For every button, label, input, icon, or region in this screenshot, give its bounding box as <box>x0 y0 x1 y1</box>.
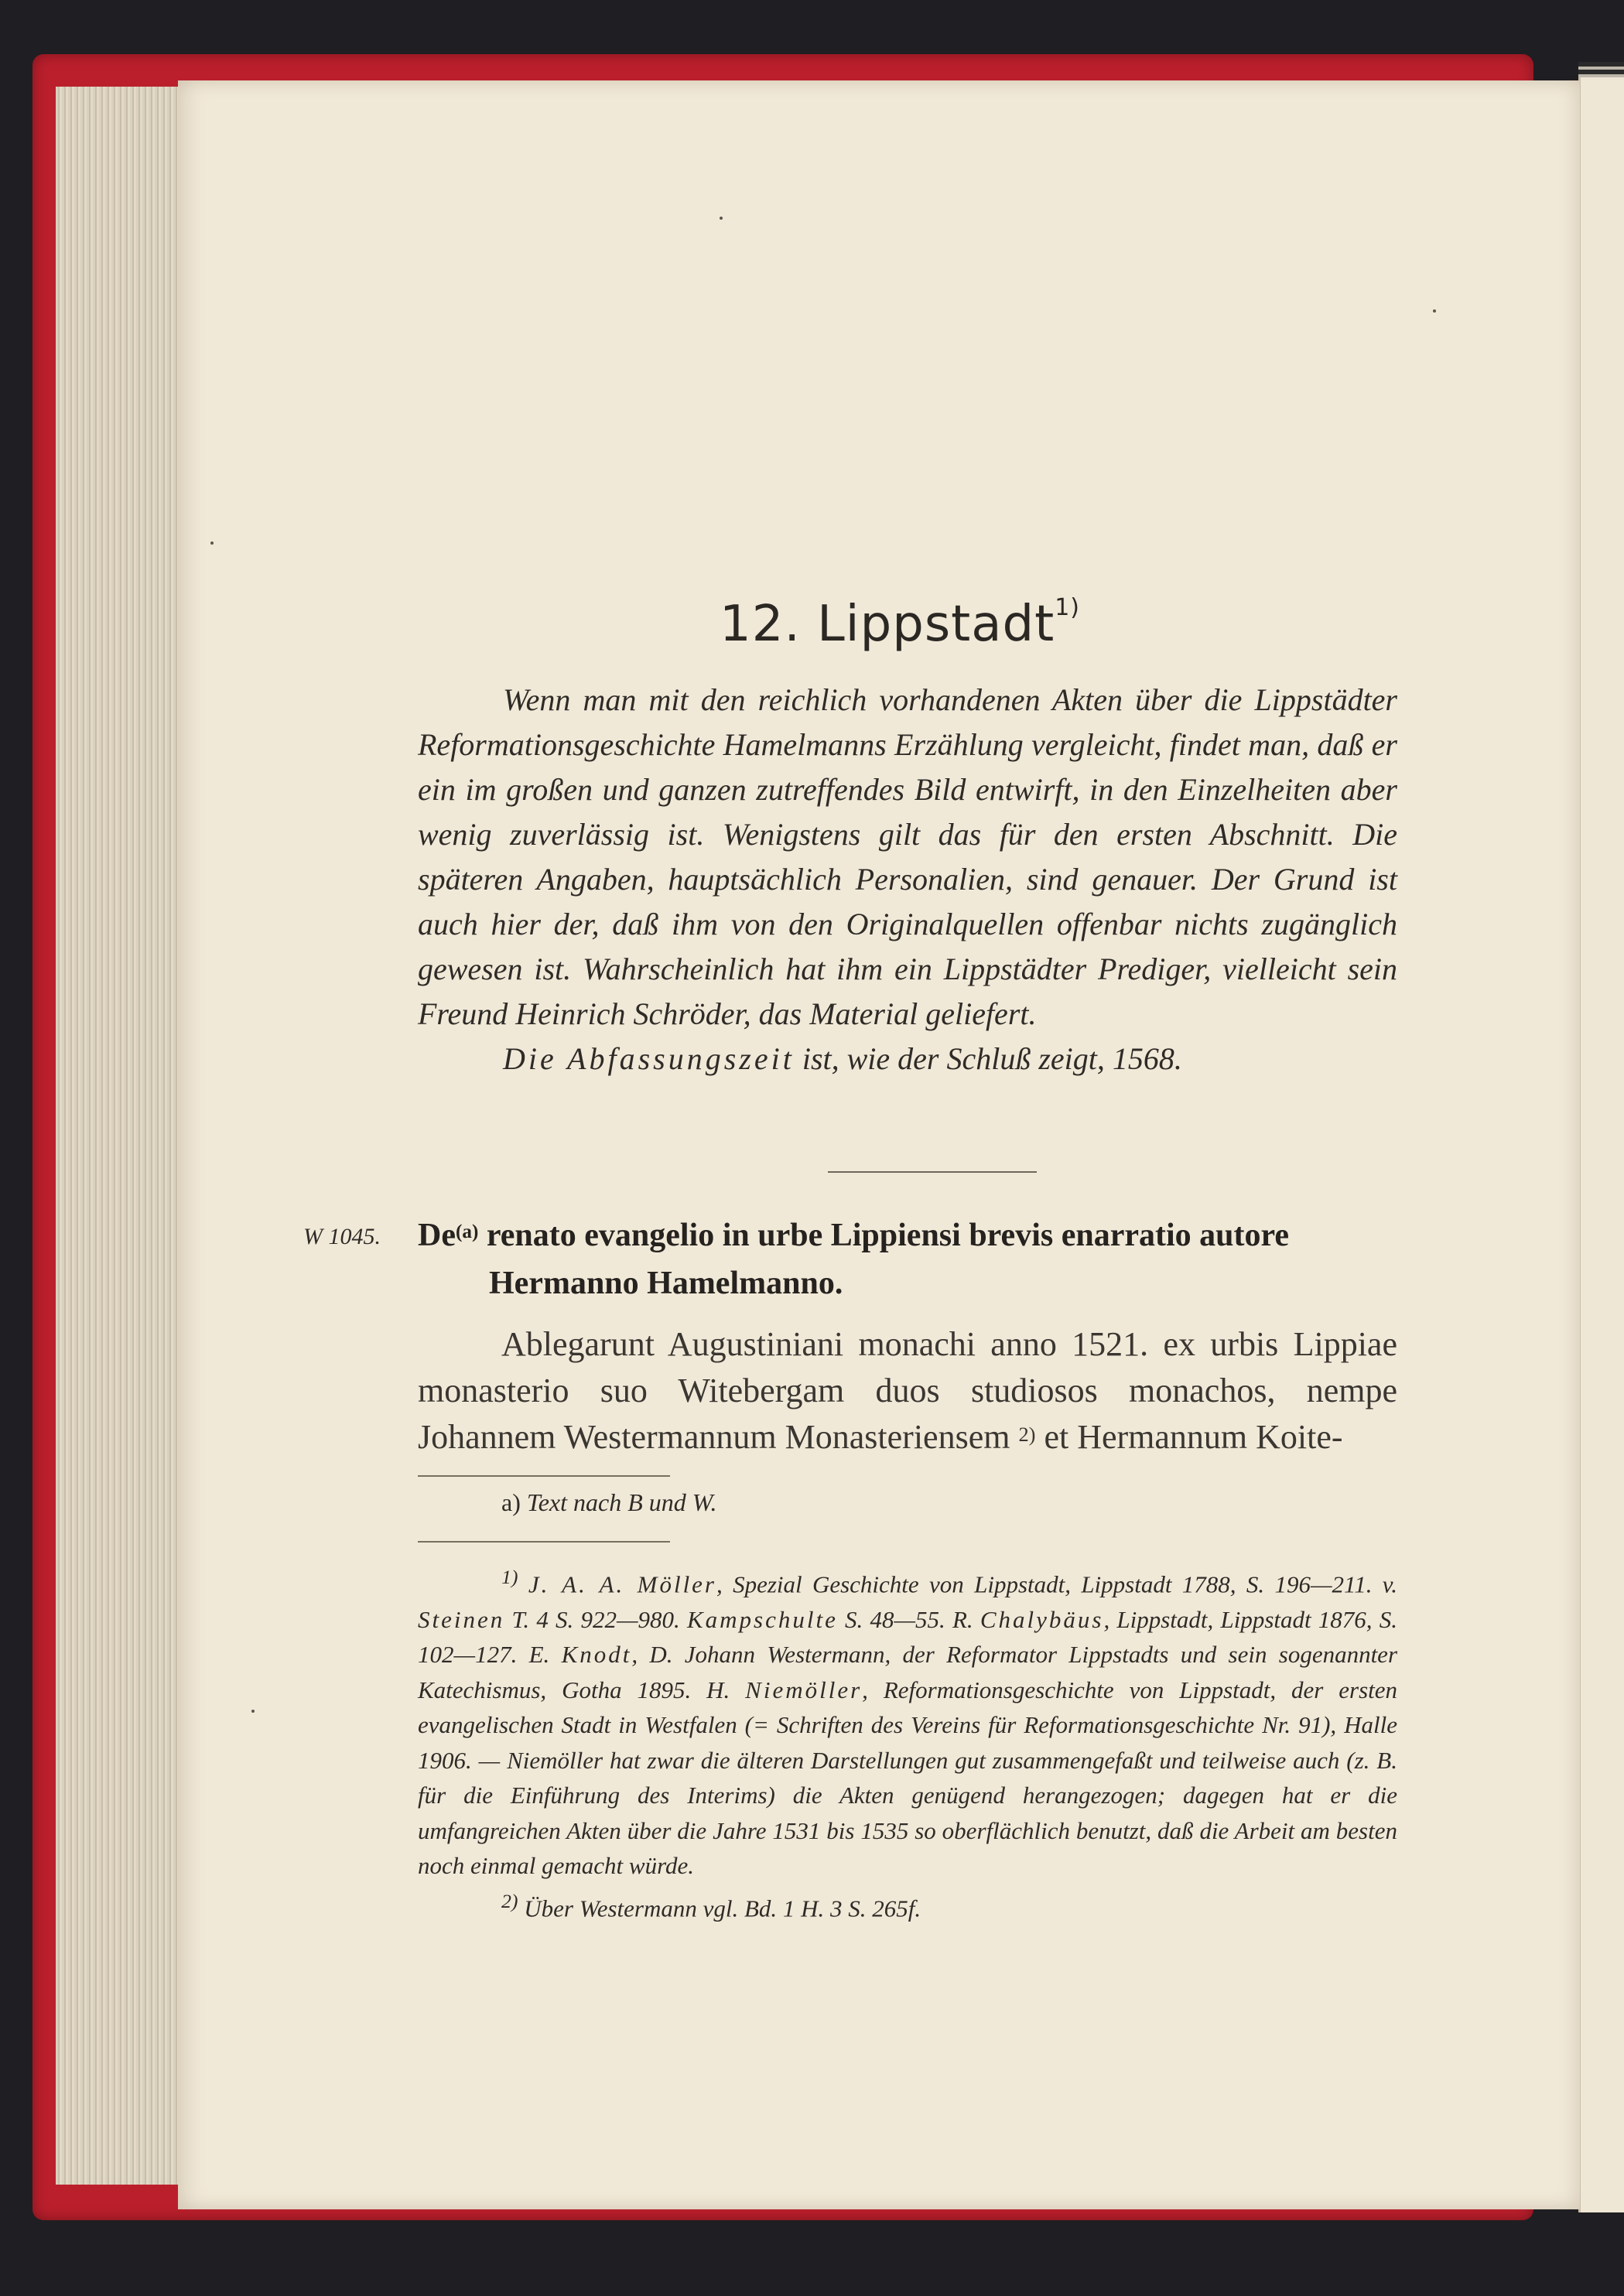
latin-body <box>418 1321 1397 1461</box>
page-title <box>720 596 1080 653</box>
fn1-text-6: , Reformationsgeschichte von Lippstadt, der ersten evangelischen Stadt in Westfalen (= Schriften des Vereins für Reformationsgeschichte Nr. 91), Halle 1906. — Niemöller hat zwar die älteren Darstellungen gut zusammengefaßt und teilweise auch (z. B. für die Einführung des Interims) die Akten genügend herangezogen; dagegen hat er die umfangreichen Akten über die Jahre 1531 bis 1535 so oberflächlich benutzt, daß die Arbeit am besten noch einmal gemacht würde. <box>418 1676 1398 1880</box>
fn1-spaced-2: Steinen <box>418 1605 505 1633</box>
fn1-text-5: , D. Johann Westermann, der Reformator Lippstadts und sein sogenannter Katechismus, Gotha 1895. H. <box>418 1641 1398 1703</box>
heading-line1: renato evangelio in urbe Lippiensi brevis enarratio autore <box>486 1218 1290 1253</box>
paper-speck <box>1433 309 1436 313</box>
section-divider <box>828 1171 1037 1173</box>
footnote-2-label: 2 <box>501 1889 511 1912</box>
title-text: 12. Lippstadt <box>720 596 1055 653</box>
footnote-1: $^{1)}$ J. A. A. Möller, Spezial Geschichte von Lippstadt, Lippstadt 1788, S. 196—211. v. Steinen T. 4 S. 922—980. Kampschulte S. 48—55. R. Chalybäus, Lippstadt, Lippstadt 1876, S. 102—127. E. Knodt, D. Johann Westermann, der Reformator Lippstadts und sein sogenannter Katechismus, Gotha 1895. H. Niemöller, Reformationsgeschichte von Lippstadt, der ersten evangelischen Stadt in Westfalen (= Schriften des Vereins für Reformationsgeschichte Nr. 91), Halle 1906. — Niemöller hat zwar die älteren Darstellungen gut zusammengefaßt und teilweise auch (z. B. für die Einführung des Interims) die Akten genügend herangezogen; dagegen hat er die umfangreichen Akten über die Jahre 1531 bis 1535 so oberflächlich benutzt, daß die Arbeit am besten noch einmal gemacht würde. <box>418 1566 1398 1880</box>
page-stack-edge <box>56 87 189 2185</box>
margin-reference: W 1045. <box>303 1224 381 1249</box>
fn1-spaced-3: Kampschulte <box>686 1605 838 1633</box>
intro-paragraph-date <box>418 1037 1397 1081</box>
fn1-spaced-4: Chalybäus <box>980 1605 1104 1633</box>
footnote-a-label: a) <box>501 1488 521 1516</box>
title-footnote-marker: 1) <box>1055 594 1080 621</box>
introduction <box>418 678 1397 1081</box>
heading-note-marker: a <box>462 1221 472 1242</box>
footnote-2-text: Über Westermann vgl. Bd. 1 H. 3 S. 265f. <box>524 1895 921 1922</box>
fn1-spaced-5: Knodt <box>561 1641 632 1669</box>
paper-speck <box>251 1710 255 1713</box>
fn1-spaced-1: J. A. A. Möller <box>528 1570 716 1598</box>
intro-spaced-term: Die Abfassungszeit <box>503 1041 795 1076</box>
intro-date-text: ist, wie der Schluß zeigt, 1568. <box>802 1041 1182 1076</box>
fn1-text-4: , Lippstadt, Lippstadt 1876, S. 102—127. E. <box>418 1605 1397 1669</box>
heading-lead: De <box>418 1218 456 1253</box>
fn1-text-2: T. 4 S. 922—980. <box>511 1605 680 1633</box>
latin-heading: De$^{(a)}$ renato evangelio in urbe Lippiensi brevis enarratio autore Hermanno Hamelmanno. <box>418 1211 1397 1307</box>
body-text-a: Ablegarunt Augustiniani monachi anno 1521. ex urbis Lippiae monasterio suo Witebergam duos studiosos monachos, nempe Johannem Westermannum Monasteriensem <box>418 1325 1397 1456</box>
fn1-spaced-6: Niemöller <box>745 1676 863 1703</box>
footnote-a-text: Text nach B und W. <box>526 1488 717 1516</box>
footnote-rule <box>418 1541 670 1543</box>
fn1-text-1: , Spezial Geschichte von Lippstadt, Lippstadt 1788, S. 196—211. v. <box>716 1570 1398 1598</box>
paper-speck <box>210 542 214 545</box>
footnote-rule <box>418 1475 670 1477</box>
body-text-b: et Hermannum Koite- <box>1044 1418 1343 1456</box>
body-paragraph: Ablegarunt Augustiniani monachi anno 1521. ex urbis Lippiae monasterio suo Witebergam duos studiosos monachos, nempe Johannem Westermannum Monasteriensem $^{2)}$ et Hermannum Koite- <box>418 1325 1397 1456</box>
intro-paragraph: Wenn man mit den reichlich vorhandenen Akten über die Lippstädter Reformationsgeschichte Hamelmanns Erzählung vergleicht, findet man, daß er ein im großen und ganzen zutreffendes Bild entwirft, in den Einzelheiten aber wenig zuverlässig ist. Wenigstens gilt das für den ersten Abschnitt. Die späteren Angaben, hauptsächlich Personalien, sind genauer. Der Grund ist auch hier der, daß ihm von den Originalquellen offenbar nichts zugänglich gewesen ist. Wahrscheinlich hat ihm ein Lippstädter Prediger, vielleicht sein Freund Heinrich Schröder, das Material geliefert. <box>418 682 1397 1031</box>
body-note-marker: 2 <box>1018 1423 1029 1446</box>
fn1-text-3: S. 48—55. R. <box>845 1605 973 1633</box>
footnote-2: $^{2)}$ Über Westermann vgl. Bd. 1 H. 3 S. 265f. <box>501 1889 921 1922</box>
footnote-1-label: 1 <box>501 1566 511 1588</box>
footnote-a <box>501 1488 716 1517</box>
facing-page-edge <box>1578 77 1624 2212</box>
heading-line2: Hermanno Hamelmanno. <box>489 1266 843 1301</box>
footnotes <box>418 1560 1397 1926</box>
paper-speck <box>720 217 723 220</box>
